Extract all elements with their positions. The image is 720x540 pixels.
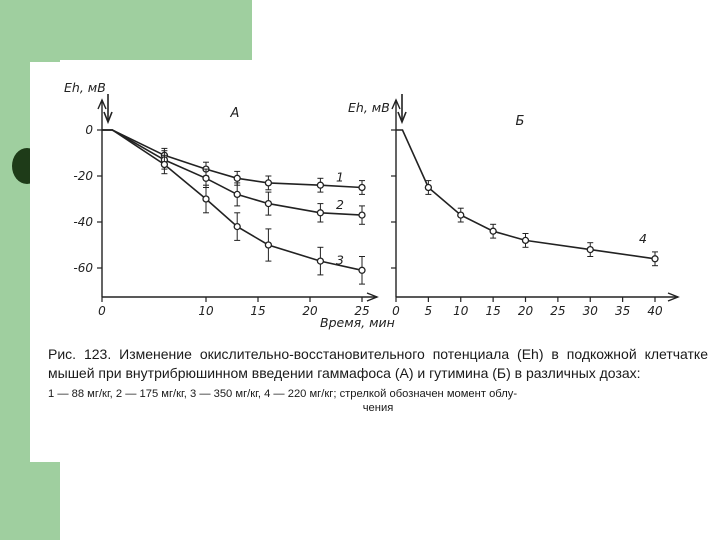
panel-a-series-2-label: 2 [336, 197, 344, 213]
panel-b-x-tick-label: 5 [424, 304, 433, 318]
panel-a-series-3-label: 3 [336, 252, 344, 268]
figure-scan [30, 62, 712, 462]
panel-a-series-2-point [359, 212, 365, 218]
panel-b-series-4-label: 4 [639, 230, 647, 246]
panel-a-series-1-line [102, 130, 362, 188]
panel-b-x-tick-label: 0 [392, 304, 400, 318]
panel-a-series-1-point [265, 180, 271, 186]
panel-a-x-tick-label: 0 [98, 304, 106, 318]
panel-b-x-tick-label: 20 [517, 304, 534, 318]
panel-a-series-1-point [359, 185, 365, 191]
panel-b-series-4-point [587, 247, 593, 253]
panel-b-label: Б [515, 114, 525, 129]
panel-a-x-tick-label: 10 [198, 304, 214, 318]
panel-a-x-tick-label: 15 [250, 304, 266, 318]
caption-note-tail: чения [362, 402, 394, 414]
panel-a-series-1-point [234, 175, 240, 181]
panel-a-series-2-point [317, 210, 323, 216]
panel-b-x-tick-label: 35 [614, 304, 631, 318]
panel-a-label: A [230, 106, 240, 121]
panel-b-x-tick-label: 30 [582, 304, 598, 318]
panel-b-series-4-point [425, 185, 431, 191]
panel-b-series-4-point [490, 228, 496, 234]
panel-a-series-2-line [102, 130, 362, 215]
caption-note [48, 387, 708, 415]
panel-b-x-tick-label: 10 [453, 304, 469, 318]
panel-a-y-axis-title: Eh, мВ [64, 80, 106, 95]
panel-a-series-3-point [234, 224, 240, 230]
panel-a-x-tick-label: 20 [302, 304, 318, 318]
chart-canvas [30, 62, 712, 352]
panel-a-series-3-point [265, 242, 271, 248]
panel-a-series-1-point [317, 182, 323, 188]
panel-a-x-tick-label: 25 [354, 304, 370, 318]
panel-b-x-tick-label: 15 [485, 304, 501, 318]
panel-a-y-tick-label: -40 [73, 215, 93, 229]
panel-a-y-tick-label: -60 [73, 261, 93, 275]
caption-note-text: 1 — 88 мг/кг, 2 — 175 мг/кг, 3 — 350 мг/кг, 4 — 220 мг/кг; стрелкой обозначен момент облу- [48, 388, 518, 400]
panel-b-series-4-point [523, 237, 529, 243]
panel-a-y-tick-label: 0 [85, 123, 93, 137]
panel-a-y-tick-label: -20 [73, 169, 93, 183]
panel-b-y-axis-title: Eh, мВ [348, 100, 390, 115]
panel-b-x-tick-label: 25 [550, 304, 566, 318]
panel-a-series-2-point [234, 191, 240, 197]
panel-a-x-axis-title: Время, мин [320, 315, 395, 330]
caption-main: Рис. 123. Изменение окислительно-восстановительного потенциала (Eh) в подкожной клетчатке мышей при внутрибрюшинном введении гаммафоса (A) и гутимина (Б) в различных дозах: [48, 346, 708, 381]
panel-b-series-4-point [652, 256, 658, 262]
panel-a-series-3-point [359, 267, 365, 273]
panel-b-x-tick-label: 40 [647, 304, 663, 318]
panel-b-series-4-point [458, 212, 464, 218]
panel-a-series-2-point [203, 175, 209, 181]
panel-a-series-3-point [203, 196, 209, 202]
figure-caption [48, 345, 708, 415]
panel-a-series-3-line [102, 130, 362, 270]
panel-a-series-2-point [265, 201, 271, 207]
panel-a-series-1-label: 1 [336, 169, 344, 185]
panel-a-series-3-point [161, 162, 167, 168]
panel-a-series-3-point [317, 258, 323, 264]
